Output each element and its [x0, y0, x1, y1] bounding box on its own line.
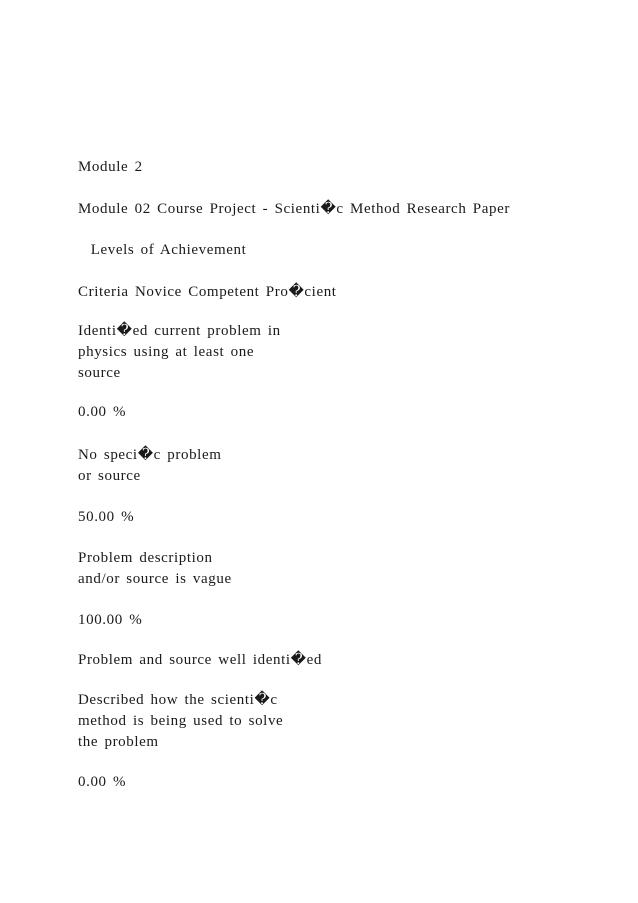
criterion-2-line-1: Described how the scienti�c [78, 692, 278, 708]
criterion-2-line-3: the problem [78, 734, 159, 750]
criterion-1-novice-desc-2: or source [78, 468, 141, 484]
criterion-1-novice-desc-1: No speci�c problem [78, 447, 222, 463]
module-title: Module 2 [78, 159, 143, 175]
criterion-1-competent-desc-1: Problem description [78, 550, 213, 566]
criteria-header: Criteria Novice Competent Pro�cient [78, 284, 337, 300]
criterion-1-competent-score: 50.00 % [78, 509, 135, 525]
criterion-1-line-1: Identi�ed current problem in [78, 323, 281, 339]
criterion-1-proficient-desc: Problem and source well identi�ed [78, 652, 322, 668]
project-title: Module 02 Course Project - Scienti�c Method Research Paper [78, 201, 510, 217]
criterion-1-competent-desc-2: and/or source is vague [78, 571, 232, 587]
criterion-1-proficient-score: 100.00 % [78, 612, 143, 628]
criterion-2-line-2: method is being used to solve [78, 713, 284, 729]
criterion-2-novice-score: 0.00 % [78, 774, 127, 790]
criterion-1-novice-score: 0.00 % [78, 404, 127, 420]
criterion-1-line-3: source [78, 365, 121, 381]
criterion-1-line-2: physics using at least one [78, 344, 255, 360]
levels-heading: Levels of Achievement [78, 242, 247, 258]
